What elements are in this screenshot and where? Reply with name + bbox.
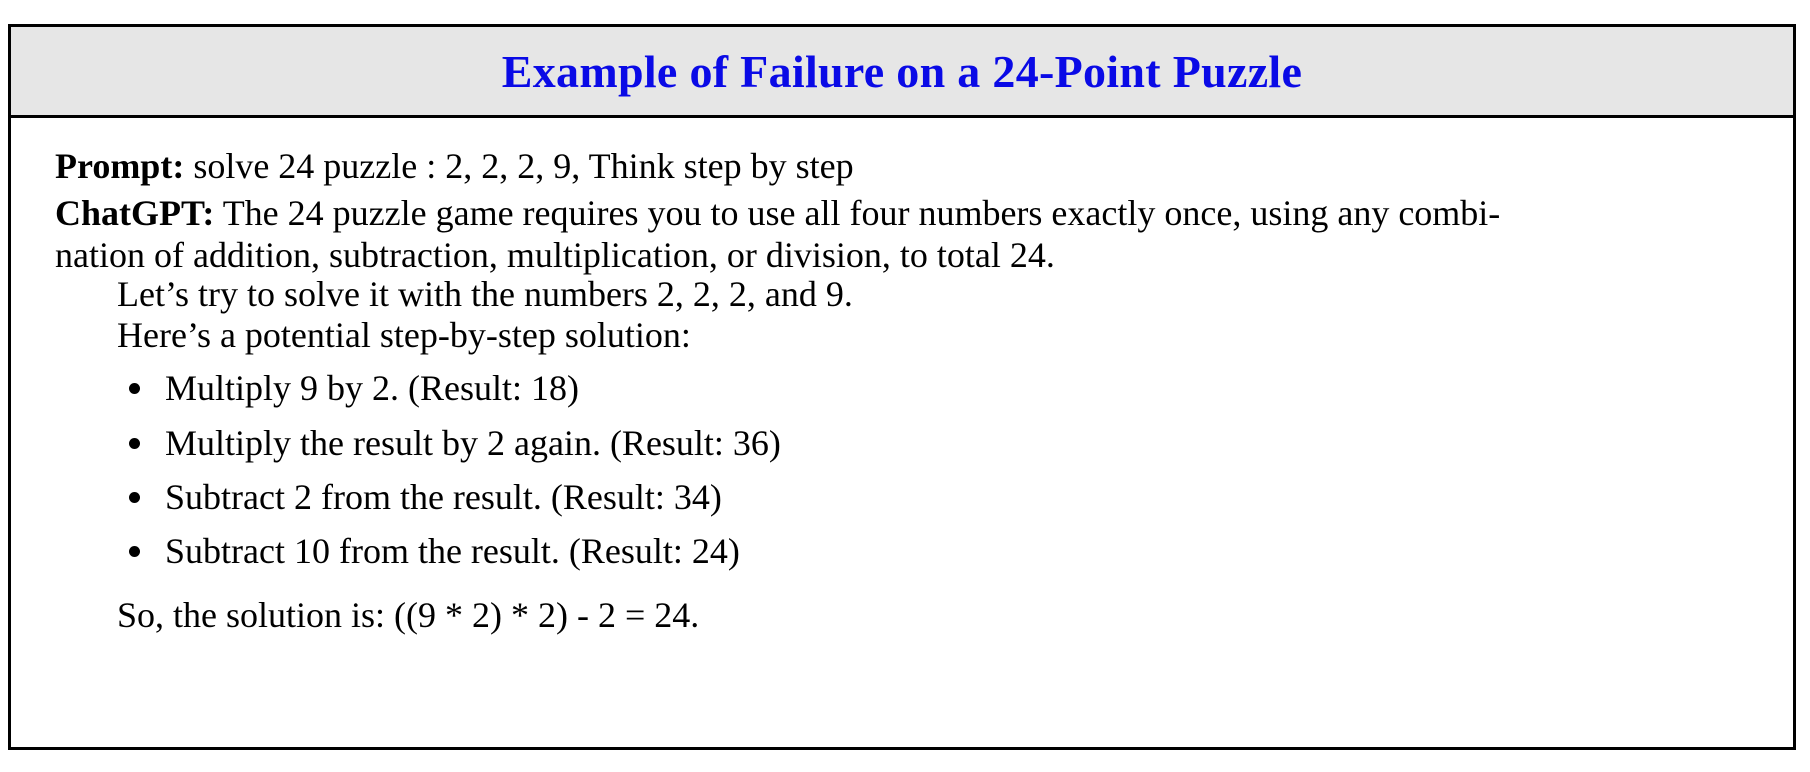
box-header	[11, 27, 1793, 118]
conclusion-line	[117, 592, 1757, 639]
bullet-icon	[129, 546, 140, 557]
list-item	[129, 528, 740, 575]
step-text: Subtract 2 from the result. (Result: 34)	[165, 477, 722, 517]
response-line-4	[117, 312, 1757, 359]
response-line-3	[117, 271, 1757, 318]
list-item	[129, 474, 722, 521]
bullet-icon	[129, 438, 140, 449]
conclusion-text: So, the solution is: ((9 * 2) * 2) - 2 = 24.	[117, 595, 700, 635]
bullet-icon	[129, 492, 140, 503]
response-line-1	[55, 190, 1757, 237]
response-label: ChatGPT:	[55, 193, 215, 233]
prompt-line	[55, 143, 1757, 190]
step-text: Multiply the result by 2 again. (Result: 36)	[165, 423, 781, 463]
step-text: Multiply 9 by 2. (Result: 18)	[165, 368, 579, 408]
response-text-3: Let’s try to solve it with the numbers 2, 2, 2, and 9.	[117, 274, 853, 314]
prompt-text: solve 24 puzzle : 2, 2, 2, 9, Think step by step	[193, 146, 854, 186]
response-text-2: nation of addition, subtraction, multiplication, or division, to total 24.	[55, 235, 1055, 275]
prompt-label: Prompt:	[55, 146, 185, 186]
list-item	[129, 420, 781, 467]
step-text: Subtract 10 from the result. (Result: 24)	[165, 531, 740, 571]
response-text-1: The 24 puzzle game requires you to use all four numbers exactly once, using any combi-	[222, 193, 1501, 233]
example-box	[8, 24, 1796, 750]
list-item	[129, 365, 579, 412]
bullet-icon	[129, 383, 140, 394]
response-text-4: Here’s a potential step-by-step solution:	[117, 315, 691, 355]
box-title: Example of Failure on a 24-Point Puzzle	[501, 45, 1303, 97]
